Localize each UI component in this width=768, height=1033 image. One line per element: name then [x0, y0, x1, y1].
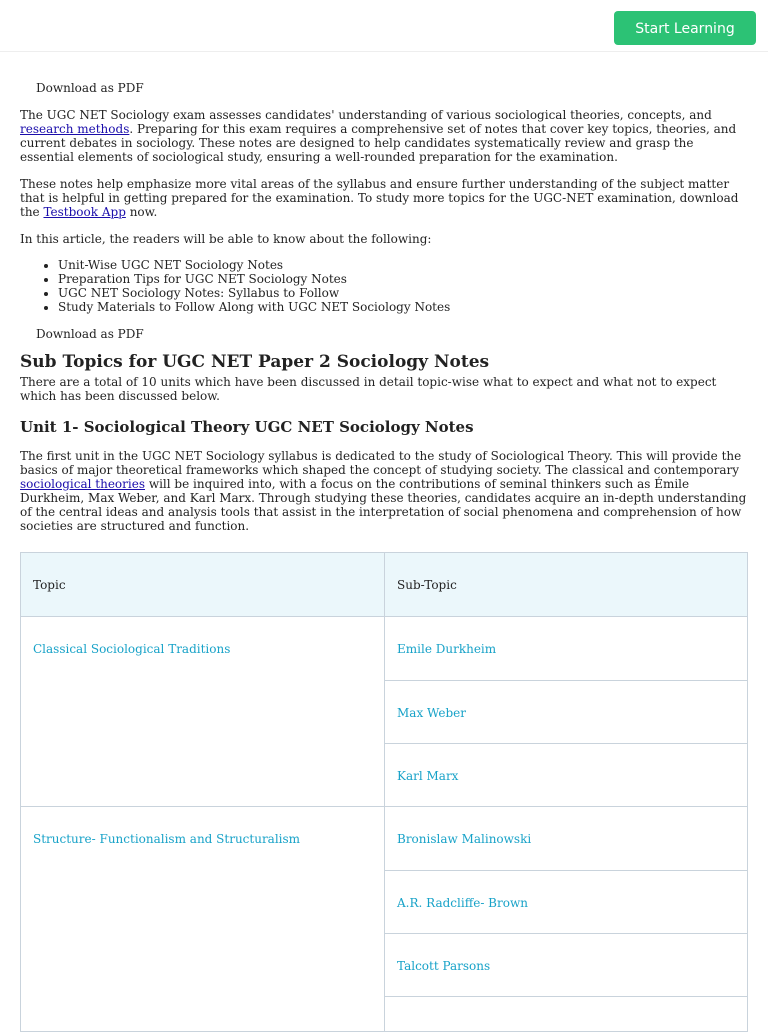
subtopics-heading: Sub Topics for UGC NET Paper 2 Sociology Notes [20, 352, 490, 372]
notes-paragraph [20, 177, 748, 219]
subtopic-link[interactable]: Talcott Parsons [397, 959, 491, 973]
topic-link[interactable]: Classical Sociological Traditions [33, 642, 231, 656]
table-cell-subtopic [385, 681, 747, 744]
research-methods-link[interactable]: research methods [20, 122, 130, 136]
intro-text-b: . Preparing for this exam requires a comprehensive set of notes that cover key topics, theories, and current debates in sociology. These notes are designed to help candidates systematically review and grasp the essential elements of sociological study, ensuring a well-rounded preparation for the examination. [20, 122, 737, 164]
download-pdf-link-2[interactable]: Download as PDF [36, 327, 144, 341]
list-item[interactable]: • Preparation Tips for UGC NET Sociology Notes [58, 272, 748, 286]
table-header-topic [21, 553, 384, 616]
units-paragraph: There are a total of 10 units which have been discussed in detail topic-wise what to expect and what not to expect which has been discussed below. [20, 375, 717, 403]
row-divider [385, 680, 747, 681]
article-overview-text: In this article, the readers will be able to know about the following: [20, 232, 432, 246]
topics-table [20, 552, 748, 1032]
table-cell-subtopic [385, 617, 747, 680]
topic-list [20, 258, 748, 314]
intro-text-a: The UGC NET Sociology exam assesses candidates' understanding of various sociological theories, concepts, and [20, 108, 712, 122]
list-item[interactable]: • Study Materials to Follow Along with UGC NET Sociology Notes [58, 300, 748, 314]
table-cell-subtopic [385, 934, 747, 997]
unit1-heading: Unit 1- Sociological Theory UGC NET Sociology Notes [20, 418, 474, 436]
column-divider [384, 553, 385, 1031]
table-header-subtopic [385, 553, 747, 616]
header-subtopic-label: Sub-Topic [397, 578, 457, 592]
subtopic-link[interactable]: Max Weber [397, 706, 466, 720]
article-body [20, 81, 748, 533]
subtopic-link[interactable]: Emile Durkheim [397, 642, 497, 656]
table-cell-topic [21, 807, 384, 1033]
table-cell-subtopic [385, 871, 747, 934]
list-item[interactable]: • Unit-Wise UGC NET Sociology Notes [58, 258, 748, 272]
intro-paragraph [20, 108, 748, 164]
table-cell-subtopic [385, 744, 747, 807]
notes-text-b: now. [125, 205, 158, 219]
subtopic-link[interactable]: Karl Marx [397, 769, 459, 783]
row-divider [385, 743, 747, 744]
topic-link[interactable]: Structure- Functionalism and Structuralism [33, 832, 301, 846]
row-divider [21, 616, 747, 617]
start-learning-button[interactable]: Start Learning [614, 11, 756, 45]
row-divider [385, 996, 747, 997]
table-cell-subtopic [385, 807, 747, 870]
unit1-paragraph [20, 449, 748, 533]
top-bar [0, 0, 768, 52]
table-cell-topic [21, 617, 384, 806]
notes-text-a: These notes help emphasize more vital areas of the syllabus and ensure further understanding of the subject matter that is helpful in getting prepared for the examination. To study more topics for the UGC-NET examination, download the [20, 177, 739, 219]
testbook-app-link[interactable]: Testbook App [43, 205, 126, 219]
row-divider [21, 806, 747, 807]
subtopic-link[interactable]: Bronislaw Malinowski [397, 832, 532, 846]
row-divider [385, 870, 747, 871]
subtopic-link[interactable]: A.R. Radcliffe- Brown [397, 896, 528, 910]
sociological-theories-link[interactable]: sociological theories [20, 477, 145, 491]
list-item[interactable]: • UGC NET Sociology Notes: Syllabus to Follow [58, 286, 748, 300]
download-pdf-link[interactable]: Download as PDF [36, 81, 144, 95]
header-topic-label: Topic [33, 578, 66, 592]
unit1-text-a: The first unit in the UGC NET Sociology syllabus is dedicated to the study of Sociological Theory. This will provide the basics of major theoretical frameworks which shaped the concept of studying society. The classical and contemporary [20, 449, 742, 477]
row-divider [385, 933, 747, 934]
unit1-text-b: will be inquired into, with a focus on the contributions of seminal thinkers such as Émile Durkheim, Max Weber, and Karl Marx. Through studying these theories, candidates acquire an in-depth understanding of the central ideas and analysis tools that assist in the interpretation of social phenomena and comprehension of how societies are structured and function. [20, 477, 747, 533]
